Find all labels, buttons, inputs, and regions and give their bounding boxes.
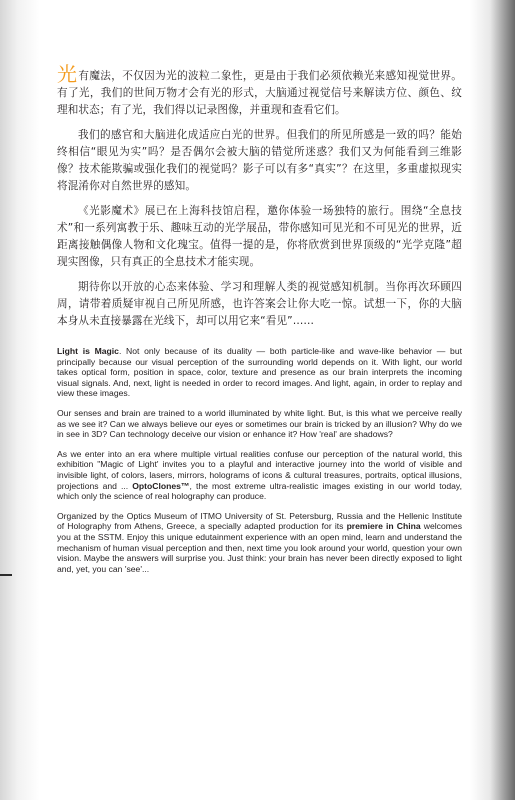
en-paragraph-4-text-a: Organized by the Optics Museum of ITMO University of St. Petersburg, Russia and the Hellenic Institute of Holography from Athens, Greece, a specially adapted production for its xyxy=(57,510,462,532)
en-paragraph-4-text-b: welcomes you at the SSTM. Enjoy this unique edutainment experience with an open mind, learn and understand the mechanism of human visual perception and then, next time you look around your world, question your own vision. Maybe the answers will surprise you. Just think: your brain has never been directly exposed to light and, yet, you can 'see'... xyxy=(57,521,462,574)
page-edge-mark xyxy=(0,574,12,576)
en-paragraph-2: Our senses and brain are trained to a world illuminated by white light. But, is this what we perceive really as we see it? Can we always believe our eyes or sometimes our brain is tricked by an illusion? Why do we in see in 3D? Can technology deceive our vision or enhance it? How 'real' are shadows? xyxy=(57,407,462,440)
en-paragraph-3-text-b: , the most extreme ultra-realistic images existing in our world today, which only the science of real holography can produce. xyxy=(57,480,462,502)
en-paragraph-3 xyxy=(57,449,462,502)
en-paragraph-1-text: . Not only because of its duality — both particle-like and wave-like behavior — but principally because our visual perception of the surrounding world depends on it. With light, our world takes optical form, position in space, color, texture and presence as our brain interprets the incoming visual signals. And, next, light is needed in order to record images. And light, again, in order to replay and view these images. xyxy=(57,346,462,399)
zh-paragraph-3: 《光影魔术》展已在上海科技馆启程，邀你体验一场独特的旅行。围绕“全息技术”和一系列寓教于乐、趣味互动的光学展品，带你感知可见光和不可见光的世界，近距离接触偶像人物和文化瑰宝。值得一提的是，你将欣赏到世界顶级的“光学克隆”超现实图像，只有真正的全息技术才能实现。 xyxy=(57,205,462,268)
zh-paragraph-1-text: 有魔法，不仅因为光的波粒二象性，更是由于我们必须依赖光来感知视觉世界。有了光，我们的世间万物才会有光的形式，大脑通过视觉信号来解读方位、颜色、纹理和状态；有了光，我们得以记录图像，并重现和查看它们。 xyxy=(57,70,462,116)
optoclones-bold: OptoClones™ xyxy=(132,480,190,491)
zh-paragraph-4: 期待你以开放的心态来体验、学习和理解人类的视觉感知机制。当你再次环顾四周，请带着质疑审视自己所见所感，也许答案会让你大吃一惊。试想一下，你的大脑本身从未直接暴露在光线下，却可以用它来“看见”…… xyxy=(57,281,462,327)
zh-paragraph-2: 我们的感官和大脑进化成适应白光的世界。但我们的所见所感是一致的吗？能始终相信“眼见为实”吗？是否偶尔会被大脑的错觉所迷惑？我们又为何能看到三维影像？技术能欺骗或强化我们的视觉吗？影子可以有多“真实”？在这里，多重虚拟现实将混淆你对自然世界的感知。 xyxy=(57,129,462,192)
premiere-bold: premiere in China xyxy=(346,521,421,532)
text-column xyxy=(57,62,462,583)
zh-paragraph-1 xyxy=(57,62,462,119)
en-lead-bold: Light is Magic xyxy=(57,346,119,356)
drop-cap: 光 xyxy=(57,62,78,86)
en-paragraph-3-text-a: As we enter into an era where multiple virtual realities confuse our perception of the natural world, this exhibition "Magic of Light' invites you to a playful and interactive journey into the world of visible and invisible light, of colors, lasers, mirrors, holograms of icons & cultural treasures, portraits, optical illusions, projections and ... xyxy=(57,448,462,491)
english-section xyxy=(57,346,462,574)
en-paragraph-4 xyxy=(57,511,462,575)
en-paragraph-1 xyxy=(57,346,462,399)
